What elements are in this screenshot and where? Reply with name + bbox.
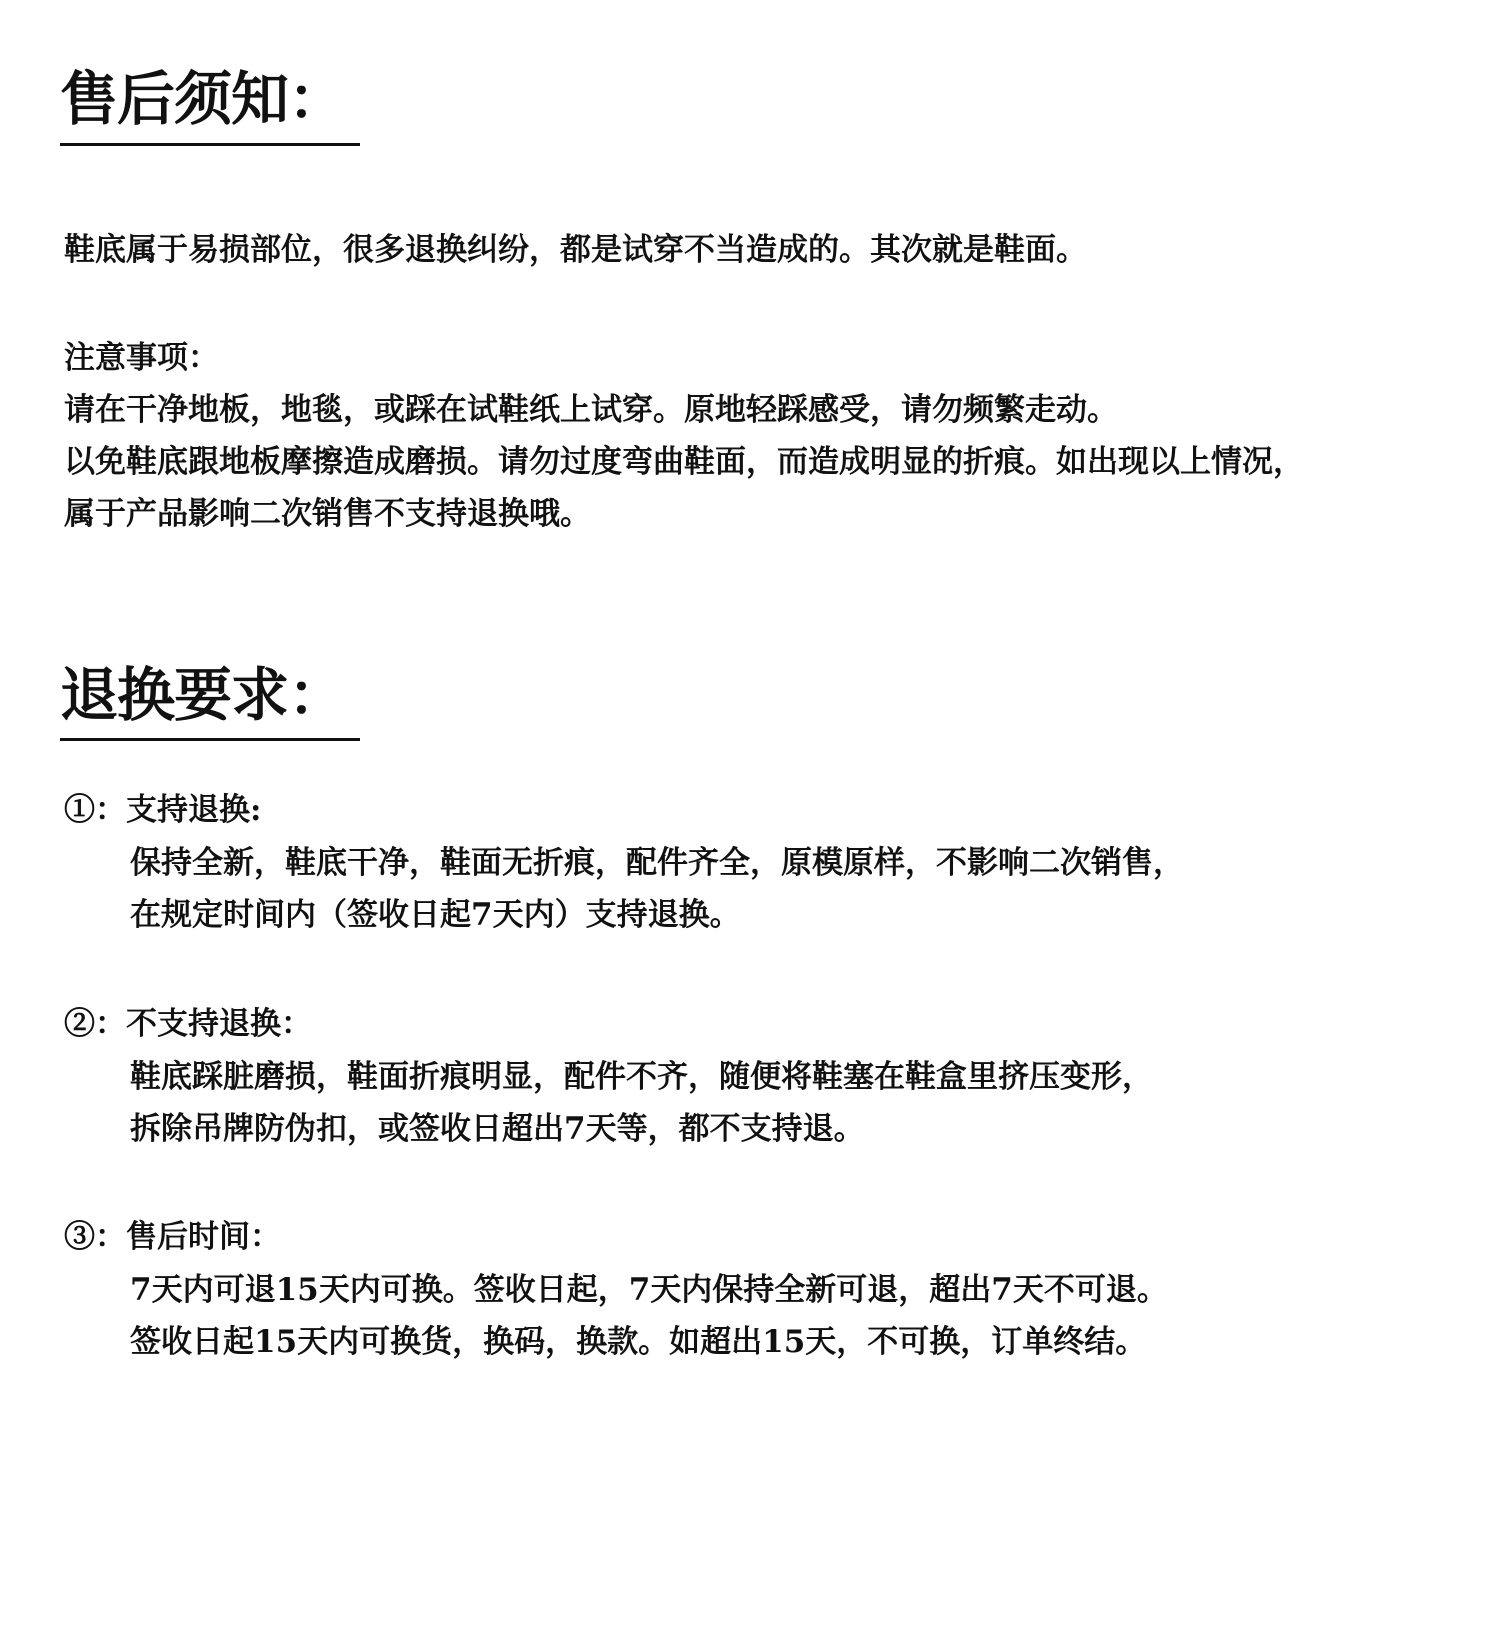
after-sales-title-underline [60, 143, 360, 146]
after-sales-title: 售后须知： [60, 65, 346, 133]
notes-heading: 注意事项： [64, 340, 219, 376]
policy-item-line: 在规定时间内（签收日起7天内）支持退换。 [130, 897, 741, 933]
notes-line: 属于产品影响二次销售不支持退换哦。 [64, 496, 591, 532]
policy-item-line: 7天内可退15天内可换。签收日起，7天内保持全新可退，超出7天不可退。 [130, 1272, 1168, 1308]
notes-line: 请在干净地板，地毯，或踩在试鞋纸上试穿。原地轻踩感受，请勿频繁走动。 [64, 392, 1118, 428]
notes-line: 以免鞋底跟地板摩擦造成磨损。请勿过度弯曲鞋面，而造成明显的折痕。如出现以上情况， [64, 444, 1304, 480]
policy-item-heading: ②：不支持退换： [64, 1006, 312, 1042]
return-policy-title: 退换要求： [60, 661, 346, 729]
policy-item-heading: ③：售后时间： [64, 1219, 281, 1255]
return-policy-title-underline [60, 738, 360, 741]
after-sales-intro: 鞋底属于易损部位，很多退换纠纷，都是试穿不当造成的。其次就是鞋面。 [64, 232, 1087, 268]
policy-item-line: 鞋底踩脏磨损，鞋面折痕明显，配件不齐，随便将鞋塞在鞋盒里挤压变形， [130, 1059, 1153, 1095]
policy-item-heading: ①：支持退换: [64, 792, 262, 828]
policy-item-line: 保持全新，鞋底干净，鞋面无折痕，配件齐全，原模原样，不影响二次销售， [130, 845, 1184, 881]
policy-item-line: 签收日起15天内可换货，换码，换款。如超出15天，不可换，订单终结。 [130, 1324, 1147, 1360]
policy-item-line: 拆除吊牌防伪扣，或签收日超出7天等，都不支持退。 [130, 1111, 865, 1147]
